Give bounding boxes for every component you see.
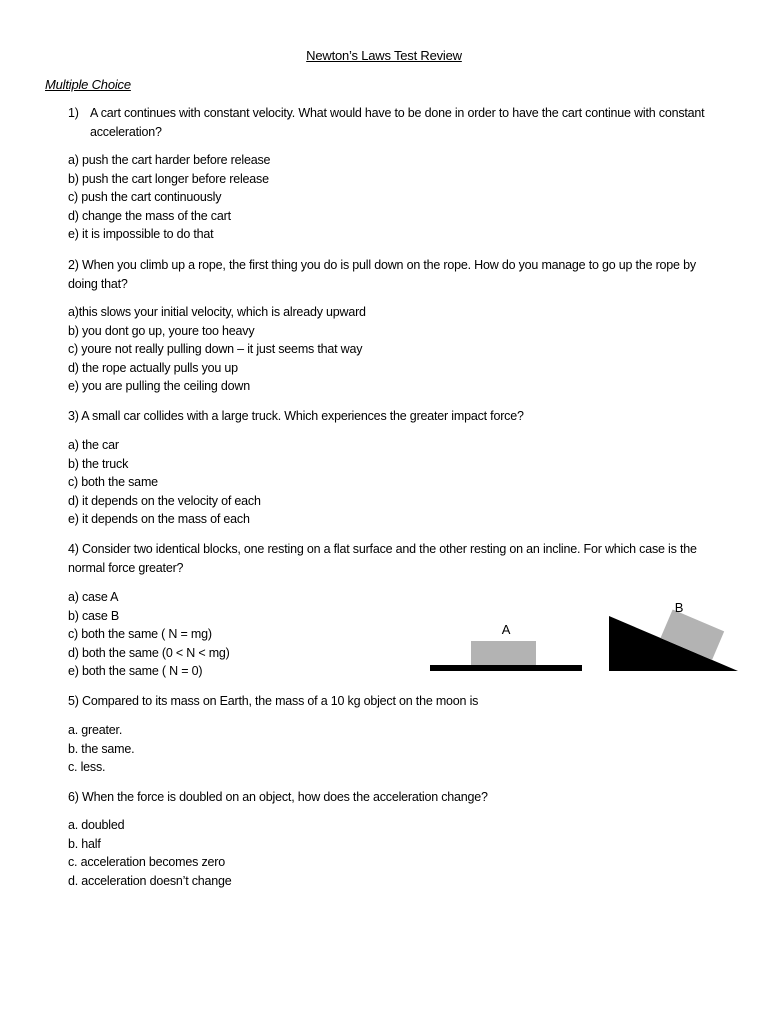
options-list-2	[68, 303, 366, 396]
flat-surface	[430, 665, 582, 671]
question-4: 4) Consider two identical blocks, one resting on a flat surface and the other resting on an incline. For which case is the normal force greater?	[68, 542, 697, 575]
question-number: 1)	[68, 106, 79, 120]
question-5: 5) Compared to its mass on Earth, the mass of a 10 kg object on the moon is	[68, 694, 479, 708]
option: c. less.	[68, 760, 106, 775]
option: e) it depends on the mass of each	[68, 512, 250, 527]
question-1	[68, 104, 738, 142]
case-b-label: B	[674, 600, 684, 615]
options-list-3	[68, 436, 261, 529]
options-list-4	[68, 588, 230, 681]
option: c) push the cart continuously	[68, 190, 222, 205]
option: d) change the mass of the cart	[68, 208, 231, 223]
option: e) both the same ( N = 0)	[68, 664, 203, 679]
case-a-label: A	[501, 622, 511, 637]
option: a. doubled	[68, 818, 125, 832]
option: d) both the same (0 < N < mg)	[68, 645, 230, 660]
block-a	[471, 641, 536, 665]
option: c) both the same	[68, 475, 158, 490]
options-list-6	[68, 816, 232, 890]
option: e) it is impossible to do that	[68, 227, 214, 242]
normal-force-figure	[420, 596, 745, 676]
option: a) push the cart harder before release	[68, 153, 271, 167]
option: c. acceleration becomes zero	[68, 855, 225, 870]
option: b. half	[68, 836, 101, 851]
section-heading: Multiple Choice	[45, 77, 131, 92]
option: e) you are pulling the ceiling down	[68, 379, 251, 394]
option: b) case B	[68, 608, 120, 623]
option: d) it depends on the velocity of each	[68, 493, 261, 508]
option: c) youre not really pulling down – it just seems that way	[68, 342, 363, 357]
option: b) the truck	[68, 456, 129, 471]
question-text: A cart continues with constant velocity. What would have to be done in order to have the cart continue with constant acceleration?	[90, 106, 705, 139]
option: d) the rope actually pulls you up	[68, 360, 238, 375]
option: a. greater.	[68, 723, 123, 737]
option: a) case A	[68, 590, 119, 604]
option: b) you dont go up, youre too heavy	[68, 323, 255, 338]
options-list-1	[68, 151, 270, 244]
question-6: 6) When the force is doubled on an object, how does the acceleration change?	[68, 790, 488, 804]
page-title: Newton’s Laws Test Review	[306, 48, 462, 63]
question-2: 2) When you climb up a rope, the first thing you do is pull down on the rope. How do you manage to go up the rope by doing that?	[68, 258, 696, 291]
options-list-5	[68, 721, 134, 777]
option: d. acceleration doesn’t change	[68, 873, 232, 888]
option: c) both the same ( N = mg)	[68, 627, 212, 642]
option: b) push the cart longer before release	[68, 171, 269, 186]
option: a)this slows your initial velocity, which is already upward	[68, 305, 366, 319]
question-3: 3) A small car collides with a large truck. Which experiences the greater impact force?	[68, 409, 524, 423]
option: a) the car	[68, 438, 119, 452]
option: b. the same.	[68, 741, 135, 756]
